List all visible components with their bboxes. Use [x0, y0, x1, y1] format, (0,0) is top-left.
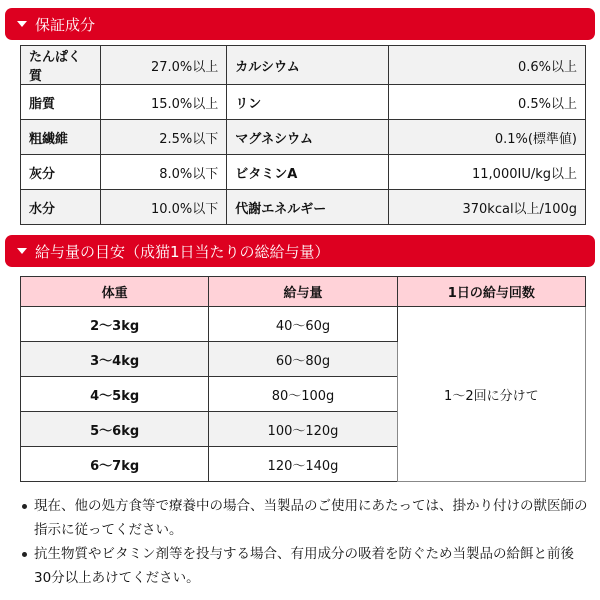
- nutrient-name: 灰分: [21, 155, 101, 190]
- amount-cell: 120〜140g: [209, 447, 397, 482]
- amount-cell: 40〜60g: [209, 307, 397, 342]
- nutrient-name: 水分: [21, 190, 101, 225]
- amount-cell: 100〜120g: [209, 412, 397, 447]
- weight-cell: 3〜4kg: [21, 342, 209, 377]
- guaranteed-analysis-table: [20, 45, 586, 225]
- amount-cell: 80〜100g: [209, 377, 397, 412]
- nutrient-name: 代謝エネルギー: [227, 190, 389, 225]
- nutrient-name: 脂質: [21, 85, 101, 120]
- weight-cell: 2〜3kg: [21, 307, 209, 342]
- table-row: [21, 155, 586, 190]
- section-header-guaranteed-analysis[interactable]: [5, 8, 595, 40]
- table-row: [21, 307, 586, 342]
- nutrient-name: リン: [227, 85, 389, 120]
- note-item: 現在、他の処方食等で療養中の場合、当製品のご使用にあたっては、掛かり付けの獣医師の指示に従ってください。: [20, 494, 590, 542]
- nutrient-value: 11,000IU/kg以上: [389, 155, 586, 190]
- section-header-feeding-guide[interactable]: [5, 235, 595, 267]
- section-title: 給与量の目安（成猫1日当たりの総給与量）: [35, 242, 330, 261]
- table-row: [21, 85, 586, 120]
- nutrient-value: 2.5%以下: [101, 120, 227, 155]
- nutrient-value: 0.5%以上: [389, 85, 586, 120]
- frequency-cell: 1〜2回に分けて: [397, 307, 585, 482]
- amount-cell: 60〜80g: [209, 342, 397, 377]
- note-item: 抗生物質やビタミン剤等を投与する場合、有用成分の吸着を防ぐため当製品の給餌と前後30分以上あけてください。: [20, 542, 590, 590]
- feeding-guide-table: [20, 276, 586, 482]
- triangle-down-icon: [17, 248, 27, 254]
- weight-cell: 6〜7kg: [21, 447, 209, 482]
- header-weight: 体重: [21, 277, 209, 307]
- table-row: [21, 190, 586, 225]
- section-title: 保証成分: [35, 15, 96, 34]
- nutrient-name: カルシウム: [227, 46, 389, 85]
- table-row: [21, 46, 586, 85]
- nutrient-name: 粗繊維: [21, 120, 101, 155]
- nutrient-name: マグネシウム: [227, 120, 389, 155]
- nutrient-name: たんぱく質: [21, 46, 101, 85]
- triangle-down-icon: [17, 21, 27, 27]
- weight-cell: 4〜5kg: [21, 377, 209, 412]
- weight-cell: 5〜6kg: [21, 412, 209, 447]
- table-row: [21, 120, 586, 155]
- nutrient-value: 370kcal以上/100g: [389, 190, 586, 225]
- notes-list: [20, 494, 590, 590]
- nutrient-value: 8.0%以下: [101, 155, 227, 190]
- nutrient-value: 0.1%(標準値): [389, 120, 586, 155]
- header-frequency: 1日の給与回数: [397, 277, 585, 307]
- nutrient-value: 0.6%以上: [389, 46, 586, 85]
- nutrient-value: 10.0%以下: [101, 190, 227, 225]
- header-amount: 給与量: [209, 277, 397, 307]
- nutrient-value: 27.0%以上: [101, 46, 227, 85]
- nutrient-value: 15.0%以上: [101, 85, 227, 120]
- nutrient-name: ビタミンA: [227, 155, 389, 190]
